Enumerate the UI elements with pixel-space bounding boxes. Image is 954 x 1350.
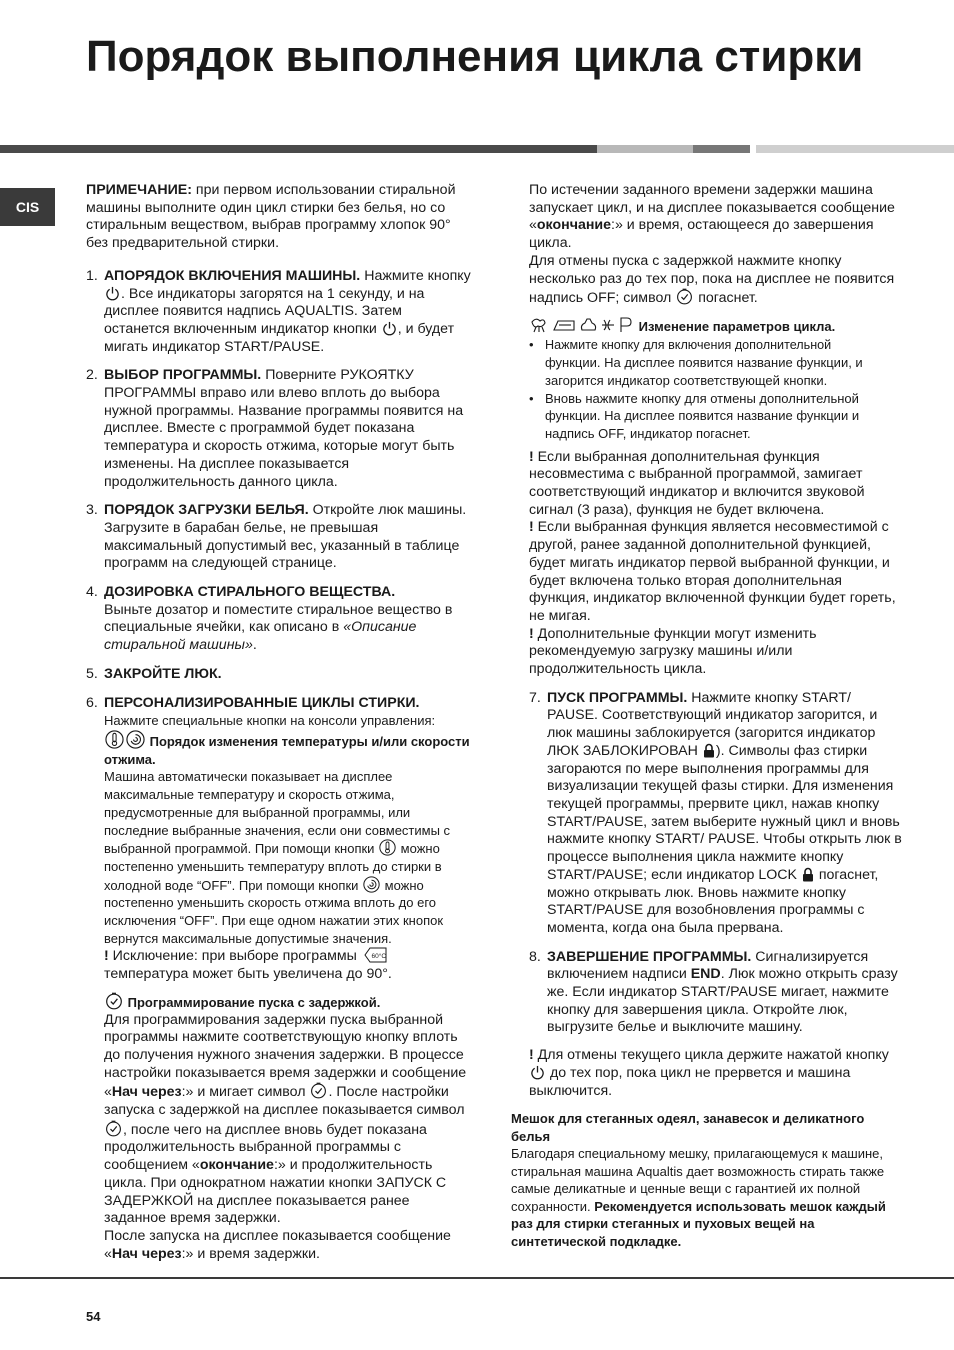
warning-1: ! Если выбранная дополнительная функция несовместима с выбранной программой, замигает соответствующий индикатор и включится звуковой сигнал (3 раза), функция не будет включена. (529, 448, 865, 518)
header-bar-segment (756, 145, 954, 153)
step-1: 1. АПОРЯДОК ВКЛЮЧЕНИЯ МАШИНЫ. Нажмите кнопку . Все индикаторы загорятся на 1 секунду, и на дисплее появится надпись AQUALTIS. Затем останется включенным индикатор кнопки , и будет мигать индикатор START/PAUSE. (86, 267, 471, 355)
delay-timer-icon (676, 288, 693, 305)
power-icon (382, 321, 397, 336)
thermometer-icon (105, 730, 124, 749)
power-icon (530, 1065, 545, 1080)
warning-3: ! Дополнительные функции могут изменить рекомендуемую загрузку машины и/или продолжительность цикла. (529, 625, 817, 678)
temp-spin-heading: Порядок изменения температуры и/или скорости отжима. (104, 730, 471, 768)
bag-section: Мешок для стеганных одеял, занавесок и деликатного белья Благодаря специальному мешку, прилагающемуся к машине, стиральная машина Aqualtis дает возможность стирать также самые деликатные и ценные вещи с гарантией их полной сохранности. Рекомендуется использовать мешок каждый раз для стирки стеганных и пуховых вещей на синтетической подкладке. (511, 1110, 906, 1250)
bag-heading: Мешок для стеганных одеял, занавесок и деликатного белья (511, 1111, 865, 1144)
delay-timer-icon (310, 1082, 327, 1099)
step-6: 6. ПЕРСОНАЛИЗИРОВАННЫЕ ЦИКЛЫ СТИРКИ. Нажмите специальные кнопки на консоли управления: Порядок изменения температуры и/или скорости отжима. Машина автоматически показывает на дисплее максимальные температуру и скорость отжима, предусмотренные для выбранной программы, или последние выбранные значения, если они совместимы с выбранной программой. При помощи кнопки можно постепенно уменьшить температуру вплоть до стирки в холодной воде “OFF”. При помощи кнопки можно постепенно уменьшить скорость отжима вплоть до его исключения “OFF”. При еще одном нажатии этих кнопок вернутся максимальные допустимые значения. ! Исключение: при выборе программы 60°C температура может быть увеличена до 90°. Программирование пуска с задержкой. Для программирования задержки пуска выбранной программы нажмите соответствующую кнопку вплоть до получения нужного значения задержки. В процессе настройки показывается время задержки и сообщение «Нач через:» и мигает символ . После настройки запуска с задержкой на дисплее показывается символ , после чего на дисплее вновь будет показана продолжительность выбранной программы с сообщением «окончание:» и продолжительность цикла. При однократном нажатии кнопки ЗАПУСК С ЗАДЕРЖКОЙ на дисплее показывается ранее заданное время задержки. После запуска на дисплее показывается сообщение «Нач через:» и время задержки. (86, 694, 470, 1262)
program-60-label: 60°C (371, 953, 386, 961)
warning-2: ! Если выбранная функция является несовместимой с другой, ранее заданной дополнительной функцией, будет мигать индикатор первой выбранной функции, и будет включена только вторая дополнительная функция, индикатор включенной функции будет гореть, не мигая. (529, 519, 896, 624)
option-bullet-2: • Вновь нажмите кнопку для отмены дополнительной функции. На дисплее появится название функции и надпись OFF, индикатор погаснет. (529, 390, 860, 441)
header-bar-segment (597, 145, 693, 153)
step-4: 4. ДОЗИРОВКА СТИРАЛЬНОГО ВЕЩЕСТВА. Выньте дозатор и поместите стиральное вещество в специальные ячейки, как описано в «Описание стиральной машины». (86, 584, 453, 654)
delay-text: Для программирования задержки пуска выбранной программы нажмите соответствующую кнопку вплоть до получения нужного значения задержки. В процессе настройки показывается время задержки и сообщение «Нач через:» и мигает символ . После настройки запуска с задержкой на дисплее показывается символ , после чего на дисплее вновь будет показана продолжительность выбранной программы с сообщением «окончание:» и продолжительность цикла. При однократном нажатии кнопки ЗАПУСК С ЗАДЕРЖКОЙ на дисплее показывается ранее заданное время задержки. (104, 1011, 467, 1227)
step-7: 7. ПУСК ПРОГРАММЫ. Нажмите кнопку START/ PAUSE. Соответствующий индикатор загорится, и люк машины заблокируется (загорится индикатор ЛЮК ЗАБЛОКИРОВАН ). Символы фаз стирки загораются по мере выполнения программы для визуализации текущей фазы стирки. Для изменения текущей программы, прервите цикл, нажав кнопку START/PAUSE, затем выберите нужный цикл и вновь нажмите кнопку START/ PAUSE. Чтобы открыть люк в процессе выполнения цикла нажмите кнопку START/PAUSE; если индикатор LOCK погаснет, можно открывать люк. Вновь нажмите кнопку START/PAUSE для возобновления программы с момента, когда она была прервана. (529, 689, 902, 936)
options-heading: Изменение параметров цикла. (529, 316, 904, 336)
power-icon (105, 286, 120, 301)
page-title: Порядок выполнения цикла стирки (86, 32, 864, 81)
note-label: ПРИМЕЧАНИЕ: (86, 182, 192, 198)
cancel-note: ! Для отмены текущего цикла держите нажатой кнопку до тех пор, пока цикл не прервется и машина выключится. (529, 1047, 889, 1099)
step-8: 8. ЗАВЕРШЕНИЕ ПРОГРАММЫ. Сигнализируется включением надписи END. Люк можно открыть сразу же. Если индикатор START/PAUSE мигает, нажмите кнопку для завершения цикла. Откройте люк, выгрузите белье и выключите машину. (529, 948, 898, 1036)
left-column (86, 182, 471, 1263)
right-column: По истечении заданного времени задержки машина запускает цикл, и на дисплее показывается сообщение «окончание:» и время, остающееся до завершения цикла. Для отмены пуска с задержкой нажмите кнопку несколько раз до тех пор, пока на дисплее не появится надпись OFF; символ погаснет. Изменение параметров цикла. • Нажмите кнопку для включения дополнительной функции. На дисплее появится название функции, и загорится индикатор соответствующей кнопки. • Вновь нажмите кнопку для отмены дополнительной функции. На дисплее появится название функции и надпись OFF, индикатор погаснет. ! Если выбранная дополнительная функция несовместима с выбранной программой, замигает соответствующий индикатор и включится звуковой сигнал (3 раза), функция не будет включена. ! Если выбранная функция является несовместимой с другой, ранее заданной дополнительной функцией, будет мигать индикатор первой выбранной функции, и будет включена только вторая дополнительная функция, индикатор включенной функции будет гореть, не мигая. ! Дополнительные функции могут изменить рекомендуемую загрузку машины и/или продолжительность цикла. 7. ПУСК ПРОГРАММЫ. Нажмите кнопку START/ PAUSE. Соответствующий индикатор загорится, и люк машины заблокируется (загорится индикатор ЛЮК ЗАБЛОКИРОВАН ). Символы фаз стирки загораются по мере выполнения программы для визуализации текущей фазы стирки. Для изменения текущей программы, прервите цикл, нажав кнопку START/PAUSE, затем выберите нужный цикл и вновь нажмите кнопку START/ PAUSE. Чтобы открыть люк в процессе выполнения цикла нажмите кнопку START/PAUSE; если индикатор LOCK погаснет, можно открывать люк. Вновь нажмите кнопку START/PAUSE для возобновления программы с момента, когда она была прервана. 8. ЗАВЕРШЕНИЕ ПРОГРАММЫ. Сигнализируется включением надписи END. Люк можно открыть сразу же. Если индикатор START/PAUSE мигает, нажмите кнопку для завершения цикла. Откройте люк, выгрузите белье и выключите машину. ! Для отмены текущего цикла держите нажатой кнопку до тех пор, пока цикл не прервется и машина выключится. Мешок для стеганных одеял, занавесок и деликатного белья Благодаря специальному мешку, прилагающемуся к машине, стиральная машина Aqualtis дает возможность стирать также самые деликатные и ценные вещи с гарантией их полной сохранности. Рекомендуется использовать мешок каждый раз для стирки стеганных и пуховых вещей на синтетической подкладке. (529, 182, 904, 1250)
program-60-icon (362, 947, 388, 963)
page-number: 54 (86, 1309, 101, 1324)
footer-rule (0, 1277, 954, 1279)
language-badge: CIS (0, 188, 55, 226)
lock-icon (802, 867, 814, 882)
thermometer-icon (379, 839, 396, 856)
option-bullet-1: • Нажмите кнопку для включения дополнительной функции. На дисплее появится название функции, и загорится индикатор соответствующей кнопки. (529, 336, 863, 388)
header-bar-segment (693, 145, 750, 153)
spin-icon (126, 730, 145, 749)
note-paragraph: ПРИМЕЧАНИЕ: при первом использовании стиральной машины выполните один цикл стирки без белья, но со стиральным веществом, выбрав программу хлопок 90° без предварительной стирки. (86, 182, 456, 252)
exception-note: ! Исключение: при выборе программы 60°C температура может быть увеличена до 90°. (104, 948, 392, 983)
lock-icon (703, 743, 715, 758)
spin-icon (363, 876, 380, 893)
options-icons (530, 316, 634, 334)
step-3: 3. ПОРЯДОК ЗАГРУЗКИ БЕЛЬЯ. Откройте люк машины. Загрузите в барабан белье, не превышая максимальный допустимый вес, указанный в таблице программ на следующей странице. (86, 502, 467, 572)
delay-timer-icon (105, 1120, 122, 1137)
delay-heading: Программирование пуска с задержкой. (104, 992, 471, 1012)
step-2: 2. ВЫБОР ПРОГРАММЫ. Поверните РУКОЯТКУ ПРОГРАММЫ вправо или влево вплоть до выбора нужной программы. Название программы появится на дисплее. Вместе с программой будет показана температура и скорость отжима, которые могут быть изменены. На дисплее показывается продолжительность данного цикла. (86, 367, 464, 490)
delay-timer-icon (105, 992, 123, 1010)
header-bar-segment (0, 145, 597, 153)
step-5: 5. ЗАКРОЙТЕ ЛЮК. (86, 665, 222, 682)
